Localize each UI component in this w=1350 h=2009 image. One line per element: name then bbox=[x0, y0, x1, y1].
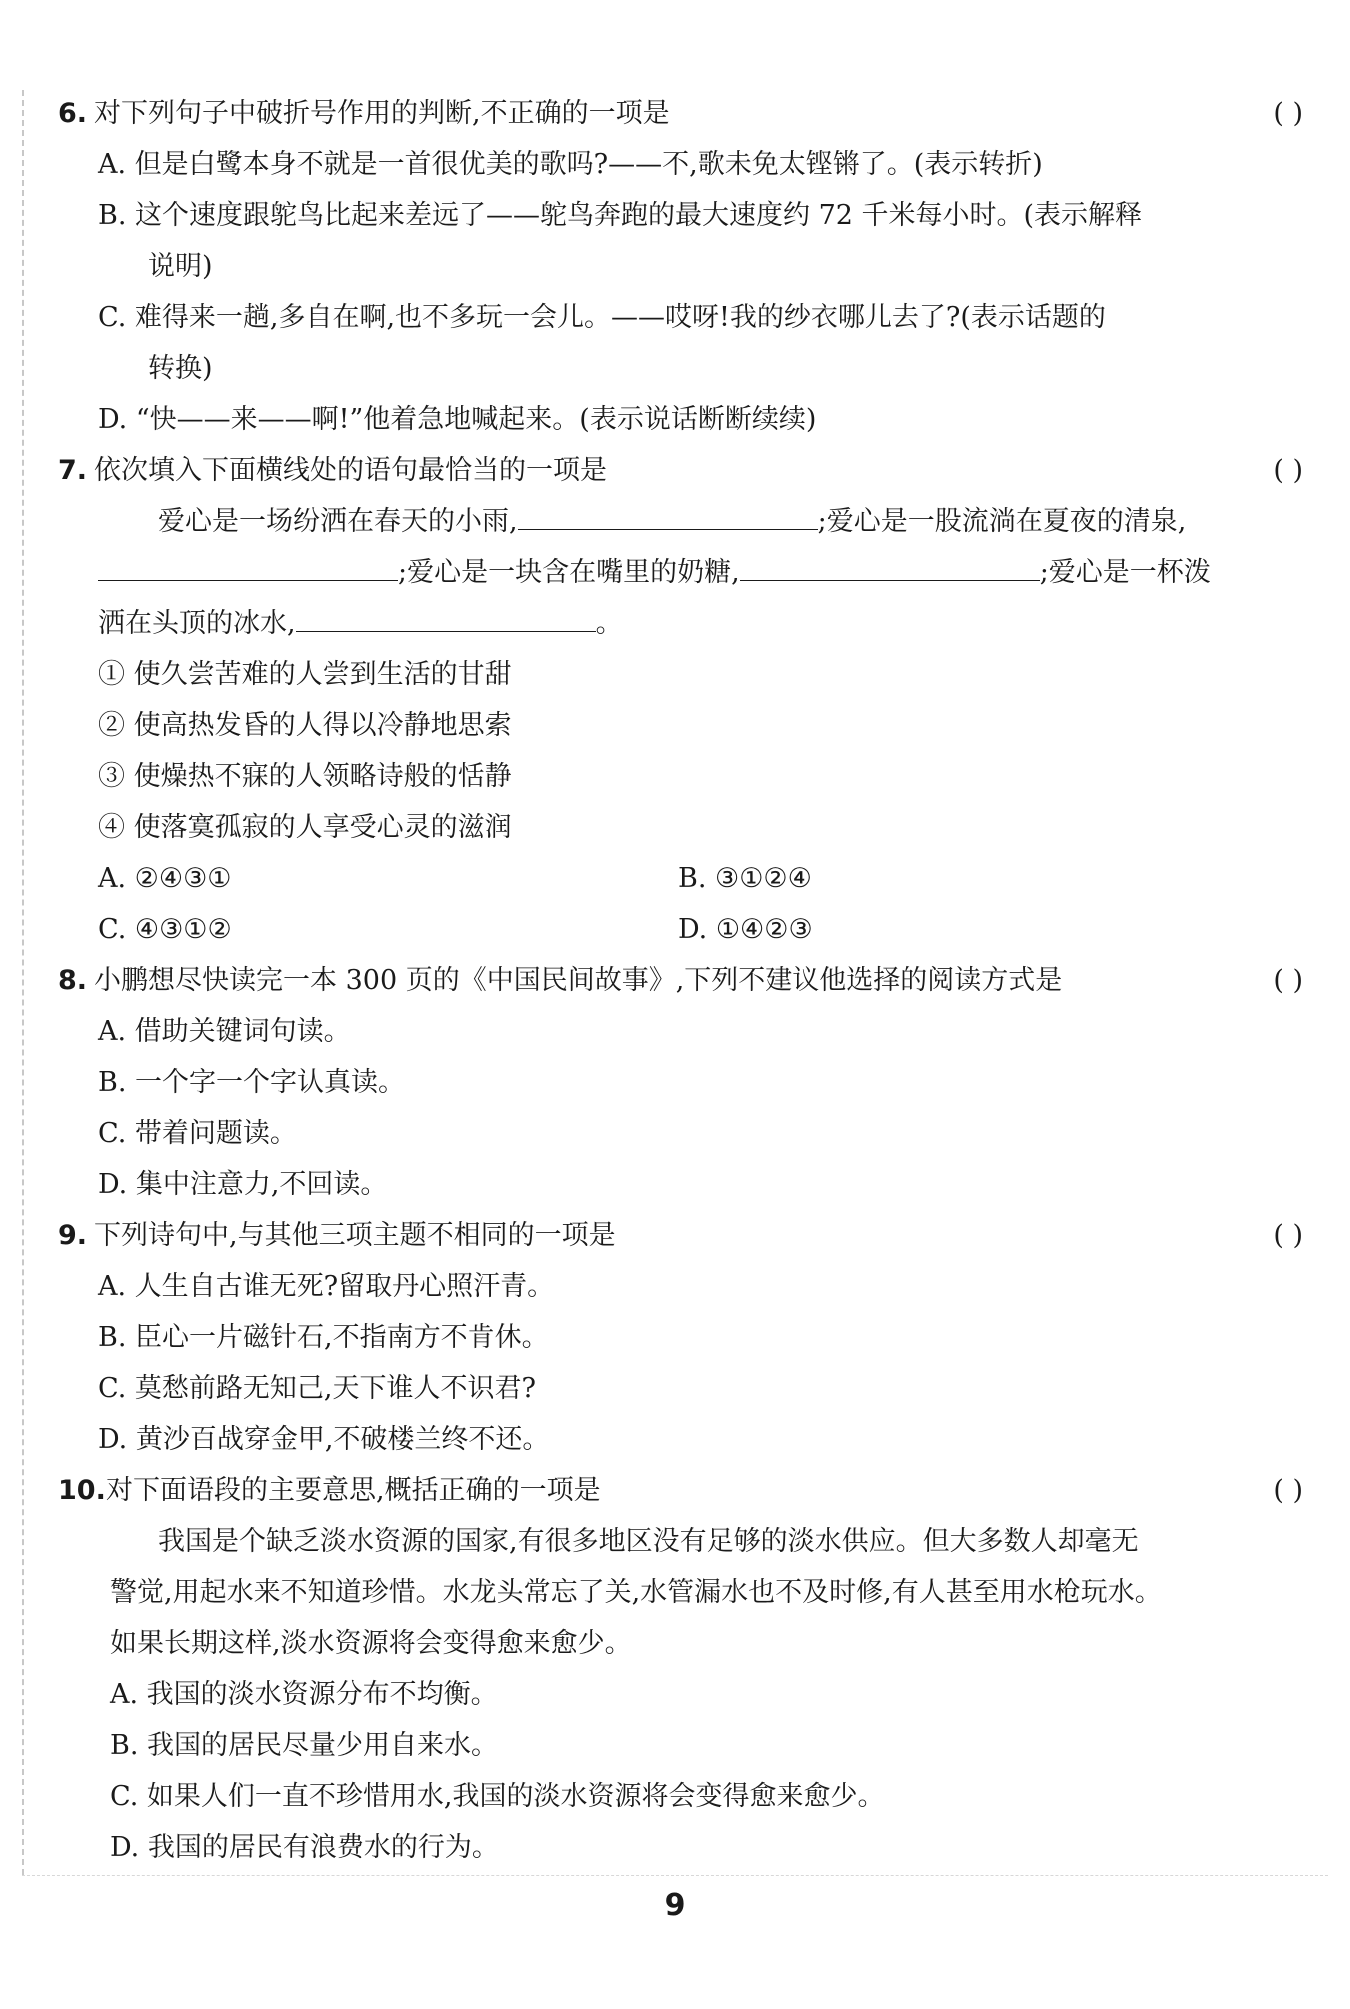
bottom-dashed-rule bbox=[22, 1875, 1328, 1876]
question-9-stem bbox=[58, 1210, 1303, 1261]
question-number: 9. bbox=[58, 1220, 88, 1251]
q6-option-b: B. 这个速度跟鸵鸟比起来差远了——鸵鸟奔跑的最大速度约 72 千米每小时。(表示解释 bbox=[98, 200, 1143, 231]
q10-option-c: C. 如果人们一直不珍惜用水,我国的淡水资源将会变得愈来愈少。 bbox=[110, 1781, 885, 1812]
question-text: 依次填入下面横线处的语句最恰当的一项是 bbox=[94, 455, 607, 486]
q7-sentence-1: ① 使久尝苦难的人尝到生活的甘甜 bbox=[98, 659, 512, 690]
page-number: 9 bbox=[664, 1888, 686, 1923]
question-7-stem bbox=[58, 445, 1303, 496]
q10-option-b: B. 我国的居民尽量少用自来水。 bbox=[110, 1730, 499, 1761]
fill-blank-4[interactable] bbox=[296, 603, 596, 632]
fill-blank-2[interactable] bbox=[98, 552, 398, 581]
q7-sentence-2: ② 使高热发昏的人得以冷静地思索 bbox=[98, 710, 512, 741]
fill-blank-3[interactable] bbox=[740, 552, 1040, 581]
question-8-stem bbox=[58, 955, 1303, 1006]
q6-option-a: A. 但是白鹭本身不就是一首很优美的歌吗?——不,歌未免太铿锵了。(表示转折) bbox=[98, 149, 1043, 180]
q7-option-c: C. ④③①② bbox=[98, 914, 232, 945]
question-number: 8. bbox=[58, 965, 88, 996]
q7-options-row-1 bbox=[58, 853, 1303, 904]
question-text: 对下列句子中破折号作用的判断,不正确的一项是 bbox=[94, 98, 670, 129]
question-number: 6. bbox=[58, 98, 88, 129]
answer-bracket[interactable]: ( ) bbox=[1273, 1220, 1303, 1251]
passage-text: 。 bbox=[595, 608, 623, 639]
question-10-stem bbox=[58, 1465, 1303, 1516]
q9-option-a: A. 人生自古谁无死?留取丹心照汗青。 bbox=[98, 1271, 555, 1302]
q10-passage-line-3: 如果长期这样,淡水资源将会变得愈来愈少。 bbox=[110, 1628, 632, 1659]
q7-passage-line-1 bbox=[58, 496, 1303, 547]
question-text: 小鹏想尽快读完一本 300 页的《中国民间故事》,下列不建议他选择的阅读方式是 bbox=[94, 965, 1063, 996]
q8-option-c: C. 带着问题读。 bbox=[98, 1118, 297, 1149]
q6-option-b-continued: 说明) bbox=[148, 251, 213, 282]
q7-option-b: B. ③①②④ bbox=[678, 863, 812, 894]
q9-option-d: D. 黄沙百战穿金甲,不破楼兰终不还。 bbox=[98, 1424, 550, 1455]
q7-passage-line-3 bbox=[58, 598, 1303, 649]
passage-text: ;爱心是一块含在嘴里的奶糖, bbox=[398, 557, 740, 588]
q7-sentence-4: ④ 使落寞孤寂的人享受心灵的滋润 bbox=[98, 812, 512, 843]
q10-passage-line-1: 我国是个缺乏淡水资源的国家,有很多地区没有足够的淡水供应。但大多数人却毫无 bbox=[158, 1526, 1139, 1557]
q7-sentence-3: ③ 使燥热不寐的人领略诗般的恬静 bbox=[98, 761, 512, 792]
answer-bracket[interactable]: ( ) bbox=[1273, 455, 1303, 486]
question-6-stem bbox=[58, 88, 1303, 139]
passage-text: ;爱心是一股流淌在夏夜的清泉, bbox=[817, 506, 1187, 537]
q6-option-c: C. 难得来一趟,多自在啊,也不多玩一会儿。——哎呀!我的纱衣哪儿去了?(表示话题的 bbox=[98, 302, 1106, 333]
q7-passage-line-2 bbox=[58, 547, 1303, 598]
q6-option-c-continued: 转换) bbox=[148, 353, 213, 384]
q6-option-d: D. “快——来——啊!”他着急地喊起来。(表示说话断断续续) bbox=[98, 404, 817, 435]
q7-option-d: D. ①④②③ bbox=[678, 914, 813, 945]
q9-option-b: B. 臣心一片磁针石,不指南方不肯休。 bbox=[98, 1322, 549, 1353]
passage-text: 洒在头顶的冰水, bbox=[98, 608, 296, 639]
q10-passage-line-2: 警觉,用起水来不知道珍惜。水龙头常忘了关,水管漏水也不及时修,有人甚至用水枪玩水。 bbox=[110, 1577, 1162, 1608]
question-list bbox=[58, 88, 1303, 1873]
answer-bracket[interactable]: ( ) bbox=[1273, 965, 1303, 996]
fill-blank-1[interactable] bbox=[518, 501, 818, 530]
question-number: 7. bbox=[58, 455, 88, 486]
margin-dashed-rule bbox=[22, 90, 24, 1875]
q8-option-b: B. 一个字一个字认真读。 bbox=[98, 1067, 406, 1098]
question-number: 10. bbox=[58, 1475, 106, 1506]
q8-option-d: D. 集中注意力,不回读。 bbox=[98, 1169, 388, 1200]
question-text: 下列诗句中,与其他三项主题不相同的一项是 bbox=[94, 1220, 616, 1251]
q7-option-a: A. ②④③① bbox=[98, 863, 232, 894]
q9-option-c: C. 莫愁前路无知己,天下谁人不识君? bbox=[98, 1373, 536, 1404]
q7-options-row-2 bbox=[58, 904, 1303, 955]
passage-text: 爱心是一场纷洒在春天的小雨, bbox=[158, 506, 518, 537]
q10-option-d: D. 我国的居民有浪费水的行为。 bbox=[110, 1832, 499, 1863]
answer-bracket[interactable]: ( ) bbox=[1273, 1475, 1303, 1506]
q10-option-a: A. 我国的淡水资源分布不均衡。 bbox=[110, 1679, 498, 1710]
question-text: 对下面语段的主要意思,概括正确的一项是 bbox=[106, 1475, 601, 1506]
passage-text: ;爱心是一杯泼 bbox=[1039, 557, 1211, 588]
answer-bracket[interactable]: ( ) bbox=[1273, 98, 1303, 129]
q8-option-a: A. 借助关键词句读。 bbox=[98, 1016, 351, 1047]
